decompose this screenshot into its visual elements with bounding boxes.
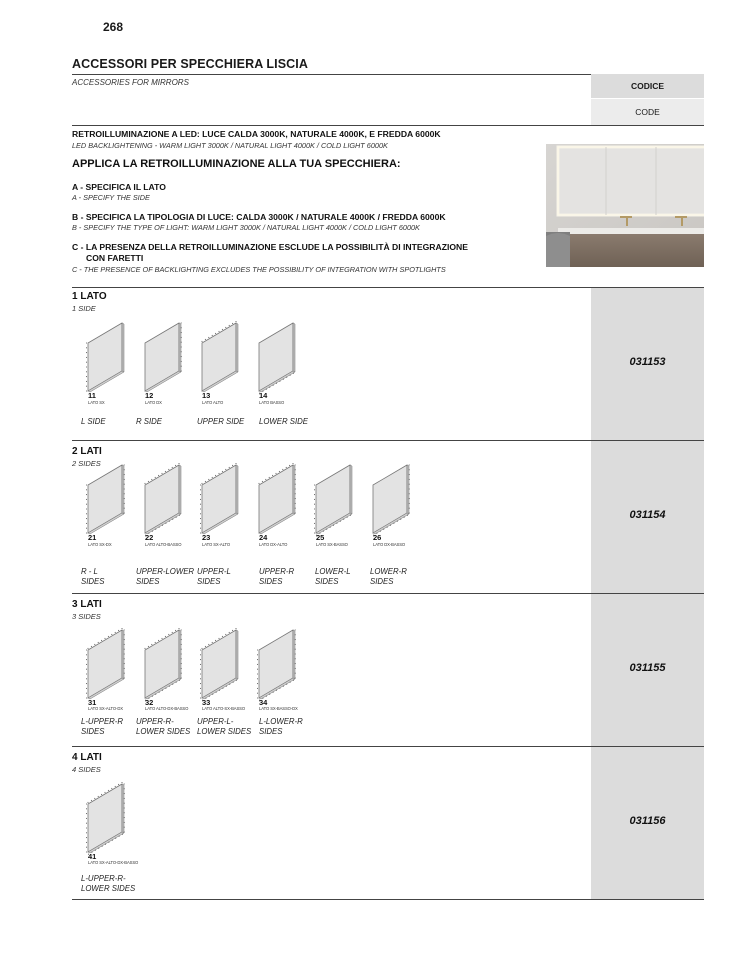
step-b: B - SPECIFICA LA TIPOLOGIA DI LUCE: CALDA 3000K / NATURALE 4000K / FREDDA 6000K xyxy=(72,212,446,222)
product-code: 031153 xyxy=(629,356,666,368)
item-side-code: LATO ALTO-DX-BASSO xyxy=(145,706,189,711)
item-label-line1: UPPER-L- xyxy=(197,717,234,726)
step-a: A - SPECIFICA IL LATO xyxy=(72,182,166,192)
section-subtitle: 3 SIDES xyxy=(72,612,101,621)
item-number: 22 xyxy=(145,533,154,542)
item-label xyxy=(259,567,294,587)
item-label-line2: SIDES xyxy=(136,577,160,586)
mirror-diagram-icon xyxy=(143,463,185,533)
item-label-line2: SIDES xyxy=(81,577,105,586)
header-bottom-divider xyxy=(72,125,704,126)
item-label-line2: SIDES xyxy=(81,727,105,736)
item-label-line1: L-UPPER-R xyxy=(81,717,124,726)
item-label: R SIDE xyxy=(136,417,162,426)
section-subtitle: 1 SIDE xyxy=(72,304,96,313)
intro-heading: RETROILLUMINAZIONE A LED: LUCE CALDA 3000K, NATURALE 4000K, E FREDDA 6000K xyxy=(72,129,441,139)
item-side-code: LATO SX-DX xyxy=(88,542,112,547)
section-divider xyxy=(72,899,704,900)
step-a-en: A - SPECIFY THE SIDE xyxy=(72,193,150,202)
item-label-line1: UPPER-LOWER xyxy=(136,567,195,576)
mirror-diagram-icon xyxy=(257,321,299,391)
item-number: 31 xyxy=(88,698,97,707)
mirror-diagram-icon xyxy=(257,463,299,533)
section-subtitle: 4 SIDES xyxy=(72,765,101,774)
mirror-diagram-icon xyxy=(143,628,185,698)
mirror-diagram-icon xyxy=(314,463,356,533)
product-code: 031156 xyxy=(629,815,666,827)
item-side-code: LATO SX-BASSO xyxy=(316,542,348,547)
product-code: 031154 xyxy=(629,509,666,521)
item-number: 32 xyxy=(145,698,154,707)
item-side-code: LATO SX-ALTO-DX-BASSO xyxy=(88,860,139,865)
item-label xyxy=(136,567,194,587)
item-number: 33 xyxy=(202,698,211,707)
mirror-diagram-icon xyxy=(200,628,242,698)
item-label-line1: L-UPPER-R- xyxy=(81,874,126,883)
item-number: 13 xyxy=(202,391,211,400)
page-number: 268 xyxy=(103,20,124,34)
step-b-en: B - SPECIFY THE TYPE OF LIGHT: WARM LIGHT 3000K / NATURAL LIGHT 4000K / COLD LIGHT 6000K xyxy=(72,223,420,232)
item-label-line2: SIDES xyxy=(197,577,221,586)
item-label-line2: SIDES xyxy=(259,727,283,736)
mirror-diagram-icon xyxy=(200,463,242,533)
item-side-code: LATO SX xyxy=(88,400,105,405)
item-label xyxy=(81,717,123,737)
item-label-line2: LOWER SIDES xyxy=(81,884,136,893)
item-label-line1: L-LOWER-R xyxy=(259,717,303,726)
page-title: ACCESSORI PER SPECCHIERA LISCIA xyxy=(72,57,309,71)
item-label xyxy=(81,567,104,587)
apply-heading: APPLICA LA RETROILLUMINAZIONE ALLA TUA SPECCHIERA: xyxy=(72,158,401,170)
item-label xyxy=(259,717,303,737)
mirror-diagram-icon xyxy=(257,628,299,698)
item-label-line1: LOWER-R xyxy=(370,567,407,576)
item-number: 25 xyxy=(316,533,325,542)
item-number: 21 xyxy=(88,533,97,542)
mirror-diagram-icon xyxy=(86,782,128,852)
item-number: 23 xyxy=(202,533,211,542)
section-subtitle: 2 SIDES xyxy=(72,459,101,468)
item-label-line2: LOWER SIDES xyxy=(197,727,252,736)
mirror-diagram-icon xyxy=(143,321,185,391)
item-side-code: LATO SX-ALTO xyxy=(202,542,231,547)
product-code: 031155 xyxy=(629,662,666,674)
item-number: 24 xyxy=(259,533,268,542)
section-title: 2 LATI xyxy=(72,446,102,457)
code-column-subheader: CODE xyxy=(591,99,704,125)
item-label-line1: R - L xyxy=(81,567,98,576)
item-side-code: LATO DX-ALTO xyxy=(259,542,288,547)
section-title: 3 LATI xyxy=(72,599,102,610)
item-label xyxy=(136,717,190,737)
item-label-line1: UPPER-R xyxy=(259,567,295,576)
item-side-code: LATO BASSO xyxy=(259,400,285,405)
item-number: 34 xyxy=(259,698,268,707)
item-label xyxy=(81,874,135,894)
item-label xyxy=(197,717,251,737)
item-side-code: LATO ALTO-BASSO xyxy=(145,542,182,547)
page-subtitle: ACCESSORIES FOR MIRRORS xyxy=(72,78,189,87)
mirror-diagram-icon xyxy=(86,321,128,391)
mirror-diagram-icon xyxy=(200,321,242,391)
step-c: C - LA PRESENZA DELLA RETROILLUMINAZIONE ESCLUDE LA POSSIBILITÀ DI INTEGRAZIONE xyxy=(72,242,468,252)
code-column-header: CODICE xyxy=(591,74,704,98)
section-title: 4 LATI xyxy=(72,752,102,763)
item-side-code: LATO DX-BASSO xyxy=(373,542,406,547)
item-label xyxy=(370,567,407,587)
item-side-code: LATO DX xyxy=(145,400,162,405)
intro-heading-en: LED BACKLIGHTENING - WARM LIGHT 3000K / NATURAL LIGHT 4000K / COLD LIGHT 6000K xyxy=(72,141,388,150)
item-label xyxy=(197,567,231,587)
item-label-line1: UPPER-R- xyxy=(136,717,174,726)
item-label-line2: SIDES xyxy=(315,577,339,586)
item-label: L SIDE xyxy=(81,417,106,426)
item-side-code: LATO ALTO xyxy=(202,400,224,405)
section-title: 1 LATO xyxy=(72,291,107,302)
item-label xyxy=(315,567,351,587)
item-label: LOWER SIDE xyxy=(259,417,308,426)
item-side-code: LATO ALTO-SX-BASSO xyxy=(202,706,246,711)
step-c-cont: CON FARETTI xyxy=(86,253,144,263)
bathroom-mirror-illustration xyxy=(546,144,704,267)
mirror-diagram-icon xyxy=(86,463,128,533)
item-number: 41 xyxy=(88,852,97,861)
mirror-photo xyxy=(546,144,704,267)
item-side-code: LATO SX-BASSO-DX xyxy=(259,706,298,711)
item-label-line2: SIDES xyxy=(259,577,283,586)
item-number: 11 xyxy=(88,391,96,400)
item-label-line1: UPPER-L xyxy=(197,567,231,576)
item-label-line2: LOWER SIDES xyxy=(136,727,191,736)
mirror-diagram-icon xyxy=(86,628,128,698)
item-label-line2: SIDES xyxy=(370,577,394,586)
item-side-code: LATO SX-ALTO-DX xyxy=(88,706,123,711)
item-number: 12 xyxy=(145,391,154,400)
mirror-diagram-icon xyxy=(371,463,413,533)
item-number: 14 xyxy=(259,391,268,400)
item-number: 26 xyxy=(373,533,382,542)
step-c-en: C - THE PRESENCE OF BACKLIGHTING EXCLUDES THE POSSIBILITY OF INTEGRATION WITH SPOTLIGHTS xyxy=(72,265,446,274)
item-label: UPPER SIDE xyxy=(197,417,245,426)
item-label-line1: LOWER-L xyxy=(315,567,351,576)
